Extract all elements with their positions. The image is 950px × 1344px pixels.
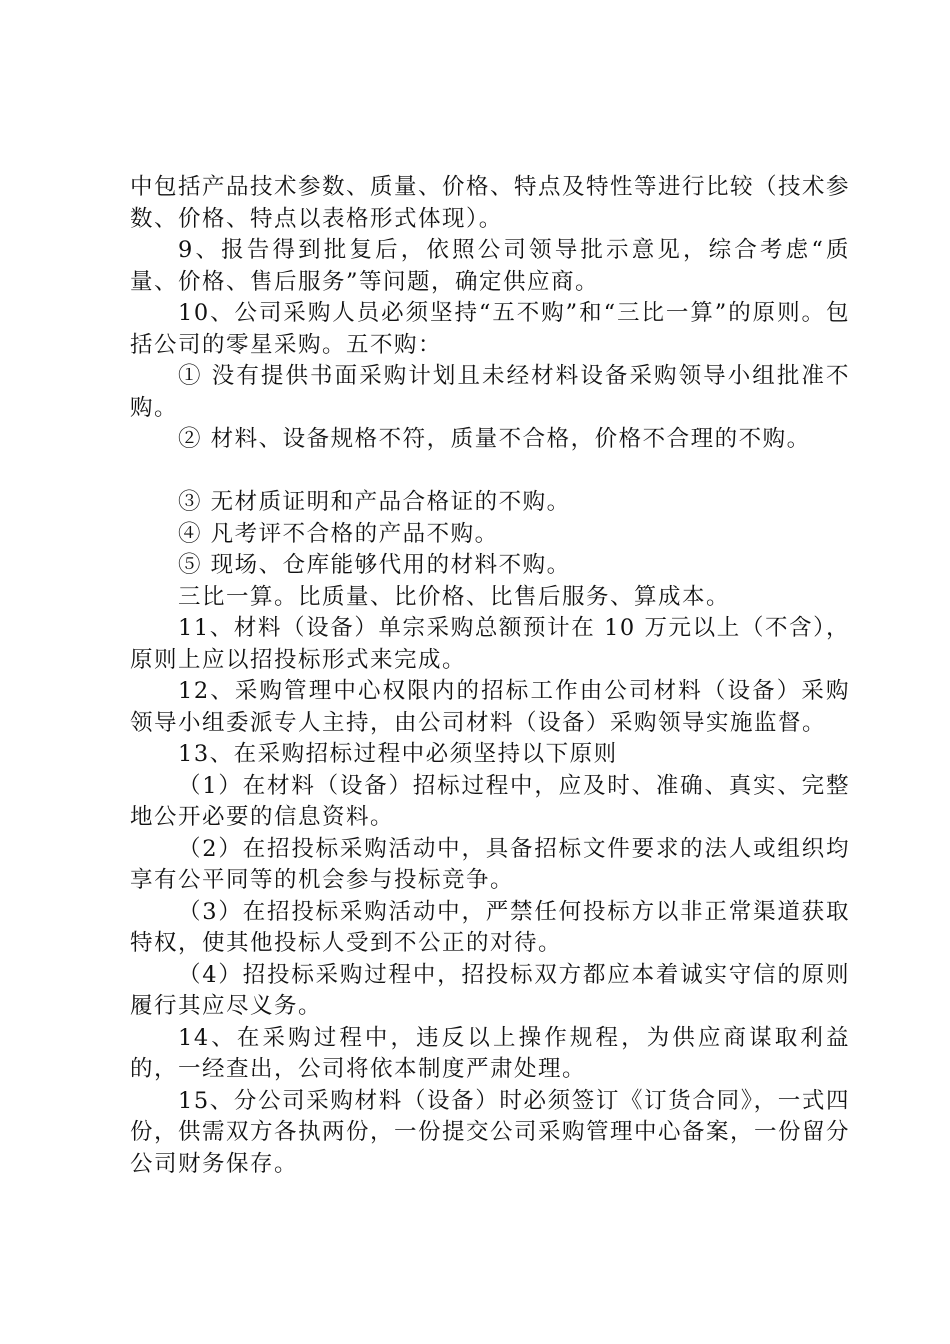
list-item-1: ① 没有提供书面采购计划且未经材料设备采购领导小组批准不购。 — [130, 363, 850, 421]
list-item-3: ③ 无材质证明和产品合格证的不购。 — [178, 489, 571, 515]
blank-line — [130, 456, 850, 488]
paragraph-item-11: 11、材料（设备）单宗采购总额预计在 10 万元以上（不含），原则上应以招投标形式来完成。 — [130, 615, 850, 673]
paragraph-item-9: 9、报告得到批复后，依照公司领导批示意见，综合考虑“质量、价格、售后服务”等问题，确定供应商。 — [130, 237, 850, 295]
paragraph-three-compare: 三比一算。比质量、比价格、比售后服务、算成本。 — [178, 583, 731, 610]
principle-item-4: （4）招投标采购过程中，招投标双方都应本着诚实守信的原则履行其应尽义务。 — [130, 961, 850, 1019]
paragraph-item-13: 13、在采购招标过程中必须坚持以下原则 — [178, 741, 618, 767]
principle-item-3: （3）在招投标采购活动中，严禁任何投标方以非正常渠道获取特权，使其他投标人受到不公正的对待。 — [130, 898, 850, 956]
principle-item-1: （1）在材料（设备）招标过程中，应及时、准确、真实、完整地公开必要的信息资料。 — [130, 772, 850, 830]
principle-item-2: （2）在招投标采购活动中，具备招标文件要求的法人或组织均享有公平同等的机会参与投标竞争。 — [130, 835, 850, 893]
paragraph-item-14: 14、在采购过程中，违反以上操作规程，为供应商谋取利益的，一经查出，公司将依本制度严肃处理。 — [130, 1024, 850, 1082]
paragraph-continuation: 中包括产品技术参数、质量、价格、特点及特性等进行比较（技术参数、价格、特点以表格形式体现）。 — [130, 174, 851, 232]
list-item-4: ④ 凡考评不合格的产品不购。 — [178, 520, 499, 547]
paragraph-item-15: 15、分公司采购材料（设备）时必须签订《订货合同》，一式四份，供需双方各执两份，一份提交公司采购管理中心备案，一份留分公司财务保存。 — [130, 1087, 851, 1177]
document-body — [130, 172, 850, 1180]
list-item-5: ⑤ 现场、仓库能够代用的材料不购。 — [178, 552, 571, 578]
paragraph-item-10: 10、公司采购人员必须坚持“五不购”和“三比一算”的原则。包括公司的零星采购。五不购： — [130, 300, 850, 358]
list-item-2: ② 材料、设备规格不符，质量不合格，价格不合理的不购。 — [178, 426, 811, 452]
paragraph-item-12: 12、采购管理中心权限内的招标工作由公司材料（设备）采购领导小组委派专人主持，由公司材料（设备）采购领导实施监督。 — [130, 678, 850, 736]
